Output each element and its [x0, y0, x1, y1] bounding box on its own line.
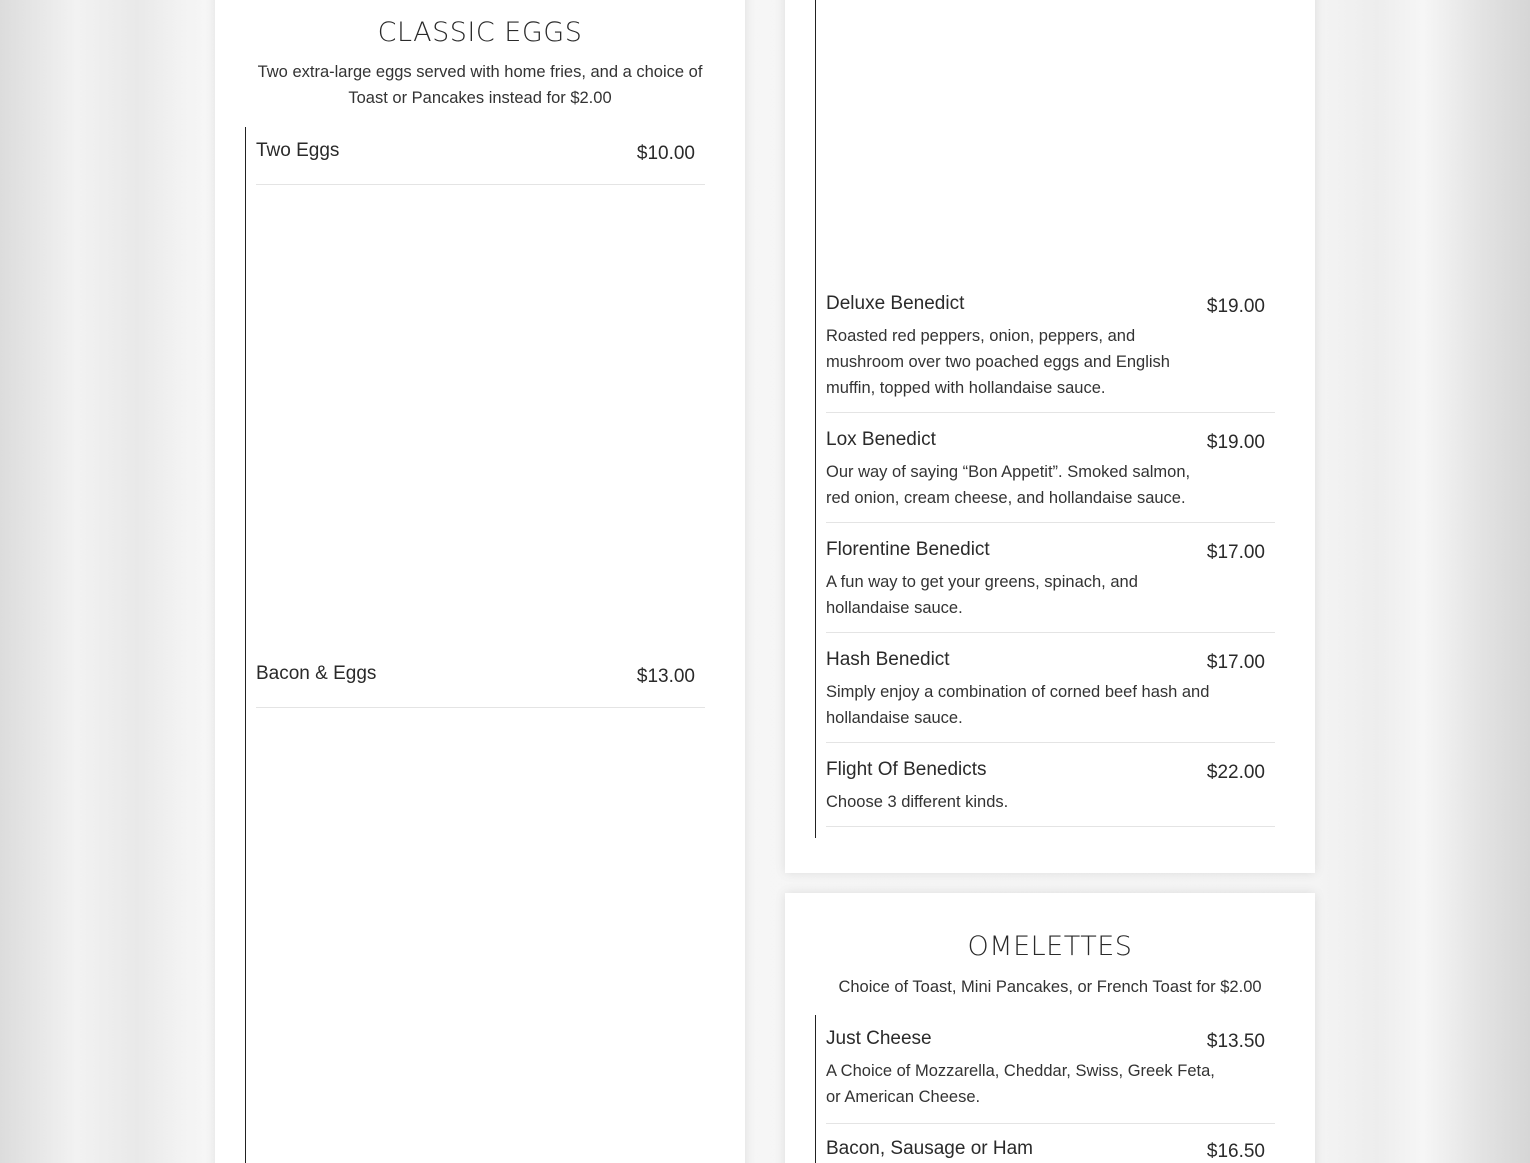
omelettes-card — [785, 893, 1315, 1163]
section-title: OMELETTES — [967, 931, 1133, 962]
menu-item-name: Bacon & Eggs — [256, 663, 377, 684]
menu-item[interactable] — [826, 292, 1275, 413]
menu-item-price: $17.00 — [1206, 542, 1265, 563]
menu-item-price: $17.00 — [1206, 652, 1265, 673]
menu-item-description: Choose 3 different kinds. — [826, 793, 1009, 811]
menu-item-price: $13.50 — [1206, 1031, 1265, 1052]
benedicts-card — [785, 0, 1315, 873]
menu-item-description: Simply enjoy a combination of corned beef hash and hollandaise sauce. — [826, 683, 1210, 727]
menu-item[interactable] — [826, 1137, 1275, 1163]
menu-item-description: A Choice of Mozzarella, Cheddar, Swiss, Greek Feta, or American Cheese. — [826, 1062, 1215, 1106]
menu-item-description: A fun way to get your greens, spinach, and hollandaise sauce. — [826, 573, 1138, 617]
menu-item-name: Lox Benedict — [826, 429, 936, 450]
menu-item-price: $16.50 — [1206, 1141, 1265, 1162]
menu-item[interactable] — [826, 1027, 1275, 1124]
menu-item-price: $19.00 — [1206, 432, 1265, 453]
section-description: Two extra-large eggs served with home fries, and a choice of Toast or Pancakes instead for $2.00 — [257, 63, 703, 107]
menu-item-price: $19.00 — [1206, 296, 1265, 317]
menu-item-name: Hash Benedict — [826, 649, 950, 670]
menu-item[interactable] — [826, 428, 1275, 523]
menu-item[interactable] — [826, 538, 1275, 633]
menu-item-list — [815, 1015, 1286, 1163]
menu-item-name: Flight Of Benedicts — [826, 759, 987, 780]
menu-item-name: Just Cheese — [826, 1028, 932, 1049]
menu-item[interactable] — [826, 648, 1275, 743]
menu-item[interactable] — [826, 758, 1275, 827]
menu-item-price: $13.00 — [636, 666, 695, 687]
menu-item-list — [815, 0, 1286, 838]
menu-item[interactable] — [256, 139, 705, 185]
menu-item-name: Bacon, Sausage or Ham — [826, 1138, 1034, 1159]
menu-item-name: Deluxe Benedict — [826, 293, 965, 314]
menu-item-description: Roasted red peppers, onion, peppers, and mushroom over two poached eggs and English muffin, topped with hollandaise sauce. — [826, 327, 1170, 397]
section-description: Choice of Toast, Mini Pancakes, or French Toast for $2.00 — [838, 978, 1262, 996]
section-title: CLASSIC EGGS — [377, 17, 583, 48]
menu-item-list — [245, 127, 716, 1163]
classic-eggs-card — [215, 0, 745, 1163]
menu-item[interactable] — [256, 662, 705, 708]
menu-item-description: Our way of saying “Bon Appetit”. Smoked salmon, red onion, cream cheese, and hollandaise sauce. — [826, 463, 1191, 507]
menu-item-name: Florentine Benedict — [826, 539, 990, 560]
menu-item-name: Two Eggs — [256, 140, 340, 161]
menu-item-price: $22.00 — [1206, 762, 1265, 783]
menu-item-price: $10.00 — [636, 143, 695, 164]
